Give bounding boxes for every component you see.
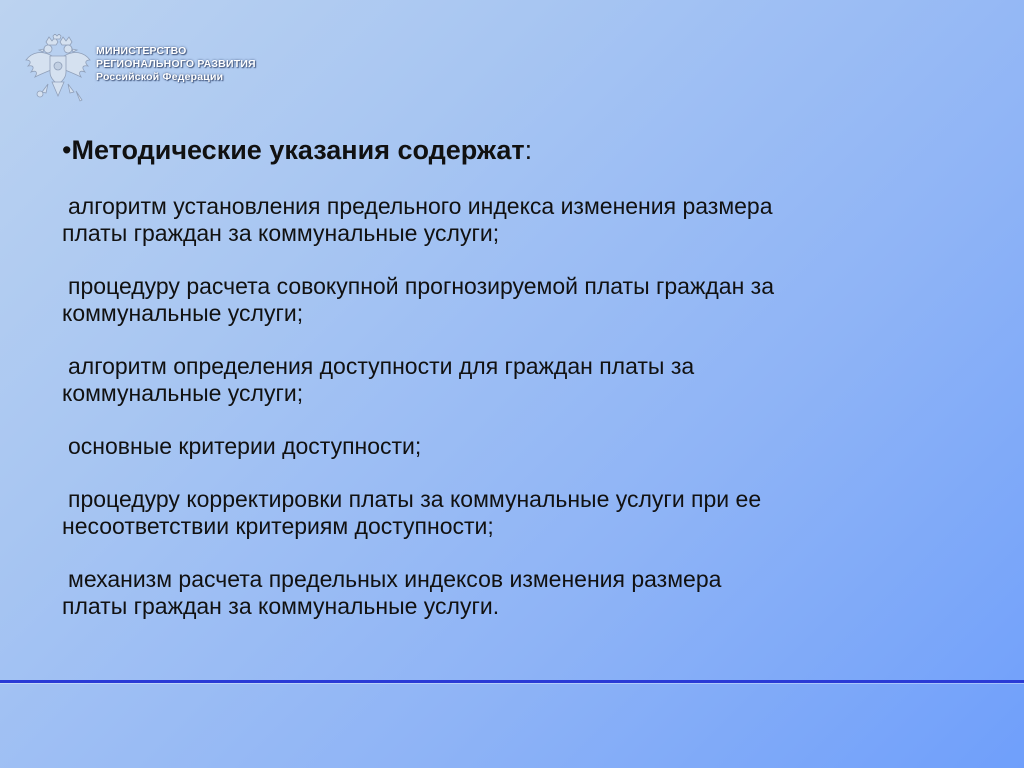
list-item-line: коммунальные услуги; [62, 380, 304, 406]
heading-colon: : [524, 135, 533, 165]
list-item-line: механизм расчета предельных индексов изменения размера [68, 566, 722, 592]
list-item-line: платы граждан за коммунальные услуги. [62, 593, 500, 619]
double-headed-eagle-icon [24, 34, 92, 104]
list-item-line: коммунальные услуги; [62, 300, 304, 326]
list-item-line: основные критерии доступности; [68, 433, 422, 459]
list-item [62, 433, 962, 460]
list-item [62, 273, 962, 327]
heading-text: Методические указания содержат [71, 135, 525, 165]
ministry-line-2: РЕГИОНАЛЬНОГО РАЗВИТИЯ [96, 58, 256, 70]
bullet-glyph: • [62, 135, 72, 165]
ministry-line-1: МИНИСТЕРСТВО [96, 45, 187, 57]
list-item-line: платы граждан за коммунальные услуги; [62, 220, 500, 246]
list-item-line: процедуру расчета совокупной прогнозируемой платы граждан за [68, 273, 775, 299]
list-item [62, 566, 962, 620]
main-content [62, 133, 962, 646]
list-item [62, 193, 962, 247]
ministry-caption [96, 45, 256, 84]
ministry-line-3: Российской Федерации [96, 71, 224, 83]
list-item [62, 353, 962, 407]
list-item [62, 486, 962, 540]
bottom-divider [0, 680, 1024, 683]
slide-heading [62, 133, 962, 167]
list-item-line: алгоритм установления предельного индекса изменения размера [68, 193, 773, 219]
list-item-line: процедуру корректировки платы за коммунальные услуги при ее [68, 486, 762, 512]
list-item-line: алгоритм определения доступности для граждан платы за [68, 353, 695, 379]
list-item-line: несоответствии критериям доступности; [62, 513, 494, 539]
